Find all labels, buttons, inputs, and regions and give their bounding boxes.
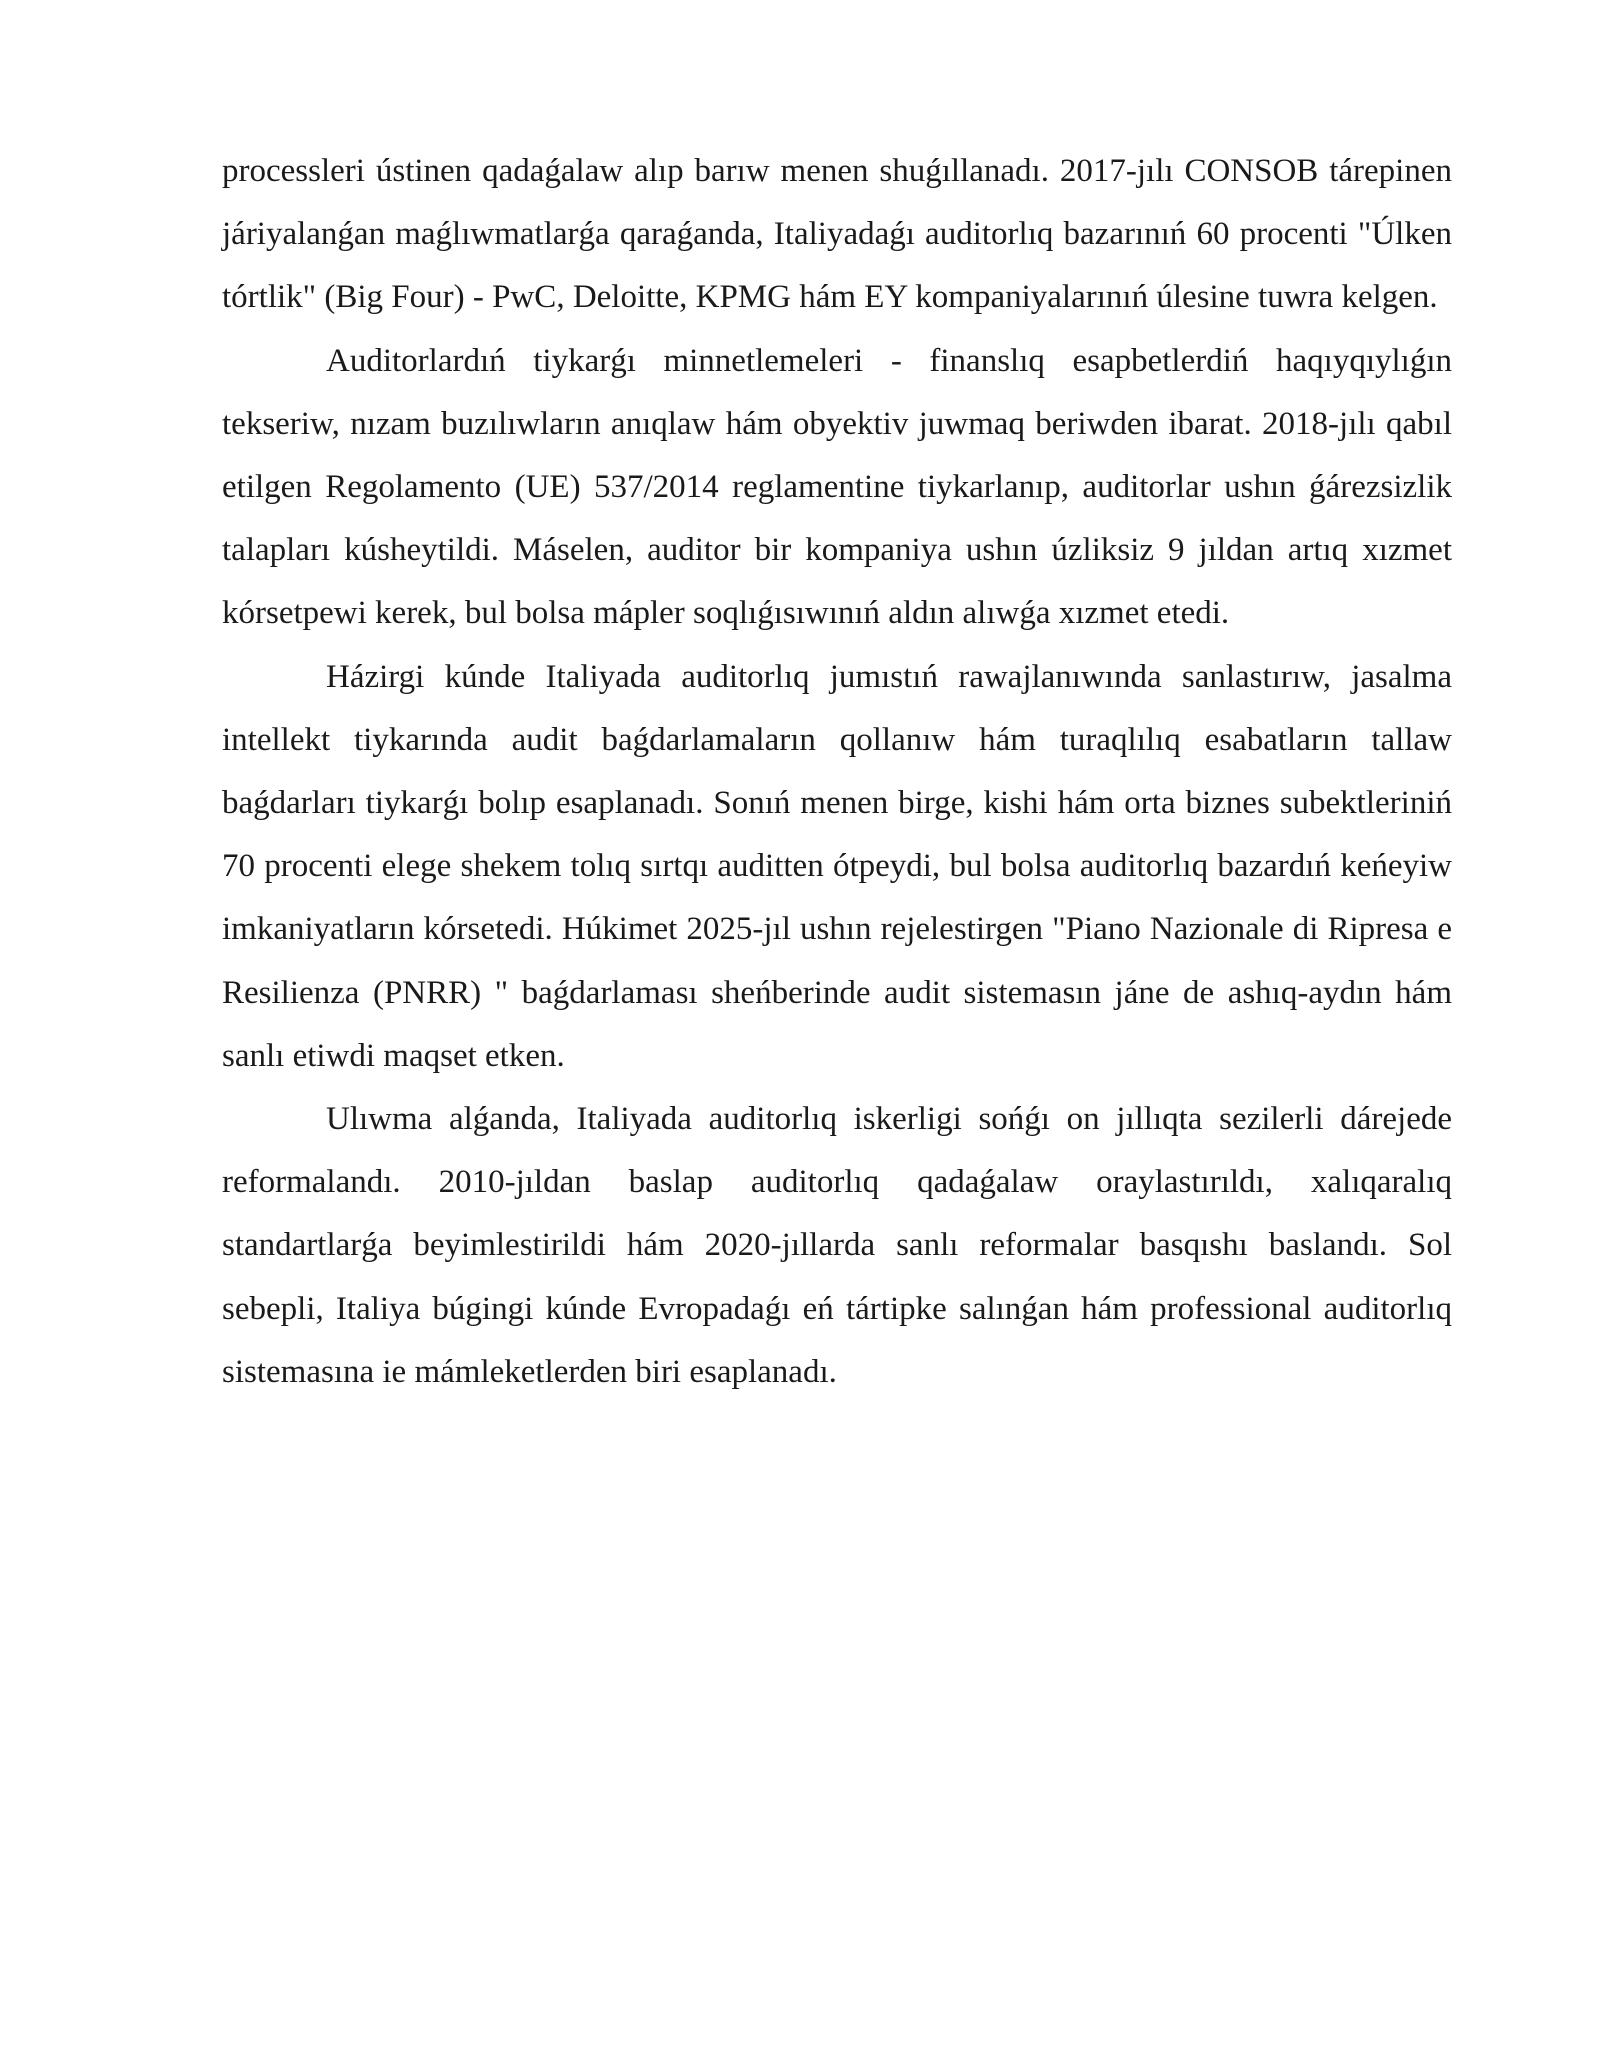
document-body [222,140,1452,1404]
paragraph-auditor-obligations: Auditorlardıń tiykarǵı minnetlemeleri - finanslıq esapbetlerdiń haqıyqıylıǵın tekseriw, nızam buzılıwların anıqlaw hám obyektiv juwmaq beriwden ibarat. 2018-jılı qabıl etilgen Regolamento (UE) 537/2014 reglamentine tiykarlanıp, auditorlar ushın ǵárezsizlik talapları kúsheytildi. Máselen, auditor bir kompaniya ushın úzliksiz 9 jıldan artıq xızmet kórsetpewi kerek, bul bolsa mápler soqlıǵısıwınıń aldın alıwǵa xızmet etedi. [222,342,1452,632]
paragraph-conclusion: Ulıwma alǵanda, Italiyada auditorlıq iskerligi sońǵı on jıllıqta sezilerli dárejede reformalandı. 2010-jıldan baslap auditorlıq qadaǵalaw oraylastırıldı, xalıqaralıq standartlarǵa beyimlestirildi hám 2020-jıllarda sanlı reformalar basqıshı baslandı. Sol sebepli, Italiya búgingi kúnde Evropadaǵı eń tártipke salınǵan hám professional auditorlıq sistemasına ie mámleketlerden biri esaplanadı. [222,1101,1452,1390]
paragraph-continuation: processleri ústinen qadaǵalaw alıp barıw menen shuǵıllanadı. 2017-jılı CONSOB tárepinen járiyalanǵan maǵlıwmatlarǵa qaraǵanda, Italiyadaǵı auditorlıq bazarınıń 60 procenti "Úlken tórtlik" (Big Four) - PwC, Deloitte, KPMG hám EY kompaniyalarınıń úlesine tuwra kelgen. [222,153,1452,316]
paragraph-current-trends: Házirgi kúnde Italiyada auditorlıq jumıstıń rawajlanıwında sanlastırıw, jasalma intellekt tiykarında audit baǵdarlamaların qollanıw hám turaqlılıq esabatların tallaw baǵdarları tiykarǵı bolıp esaplanadı. Sonıń menen birge, kishi hám orta biznes subektleriniń 70 procenti elege shekem tolıq sırtqı auditten ótpeydi, bul bolsa auditorlıq bazardıń keńeyiw imkaniyatların kórsetedi. Húkimet 2025-jıl ushın rejelestirgen "Piano Nazionale di Ripresa e Resilienza (PNRR) " baǵdarlaması sheńberinde audit sistemasın jáne de ashıq-aydın hám sanlı etiwdi maqset etken. [222,658,1452,1074]
